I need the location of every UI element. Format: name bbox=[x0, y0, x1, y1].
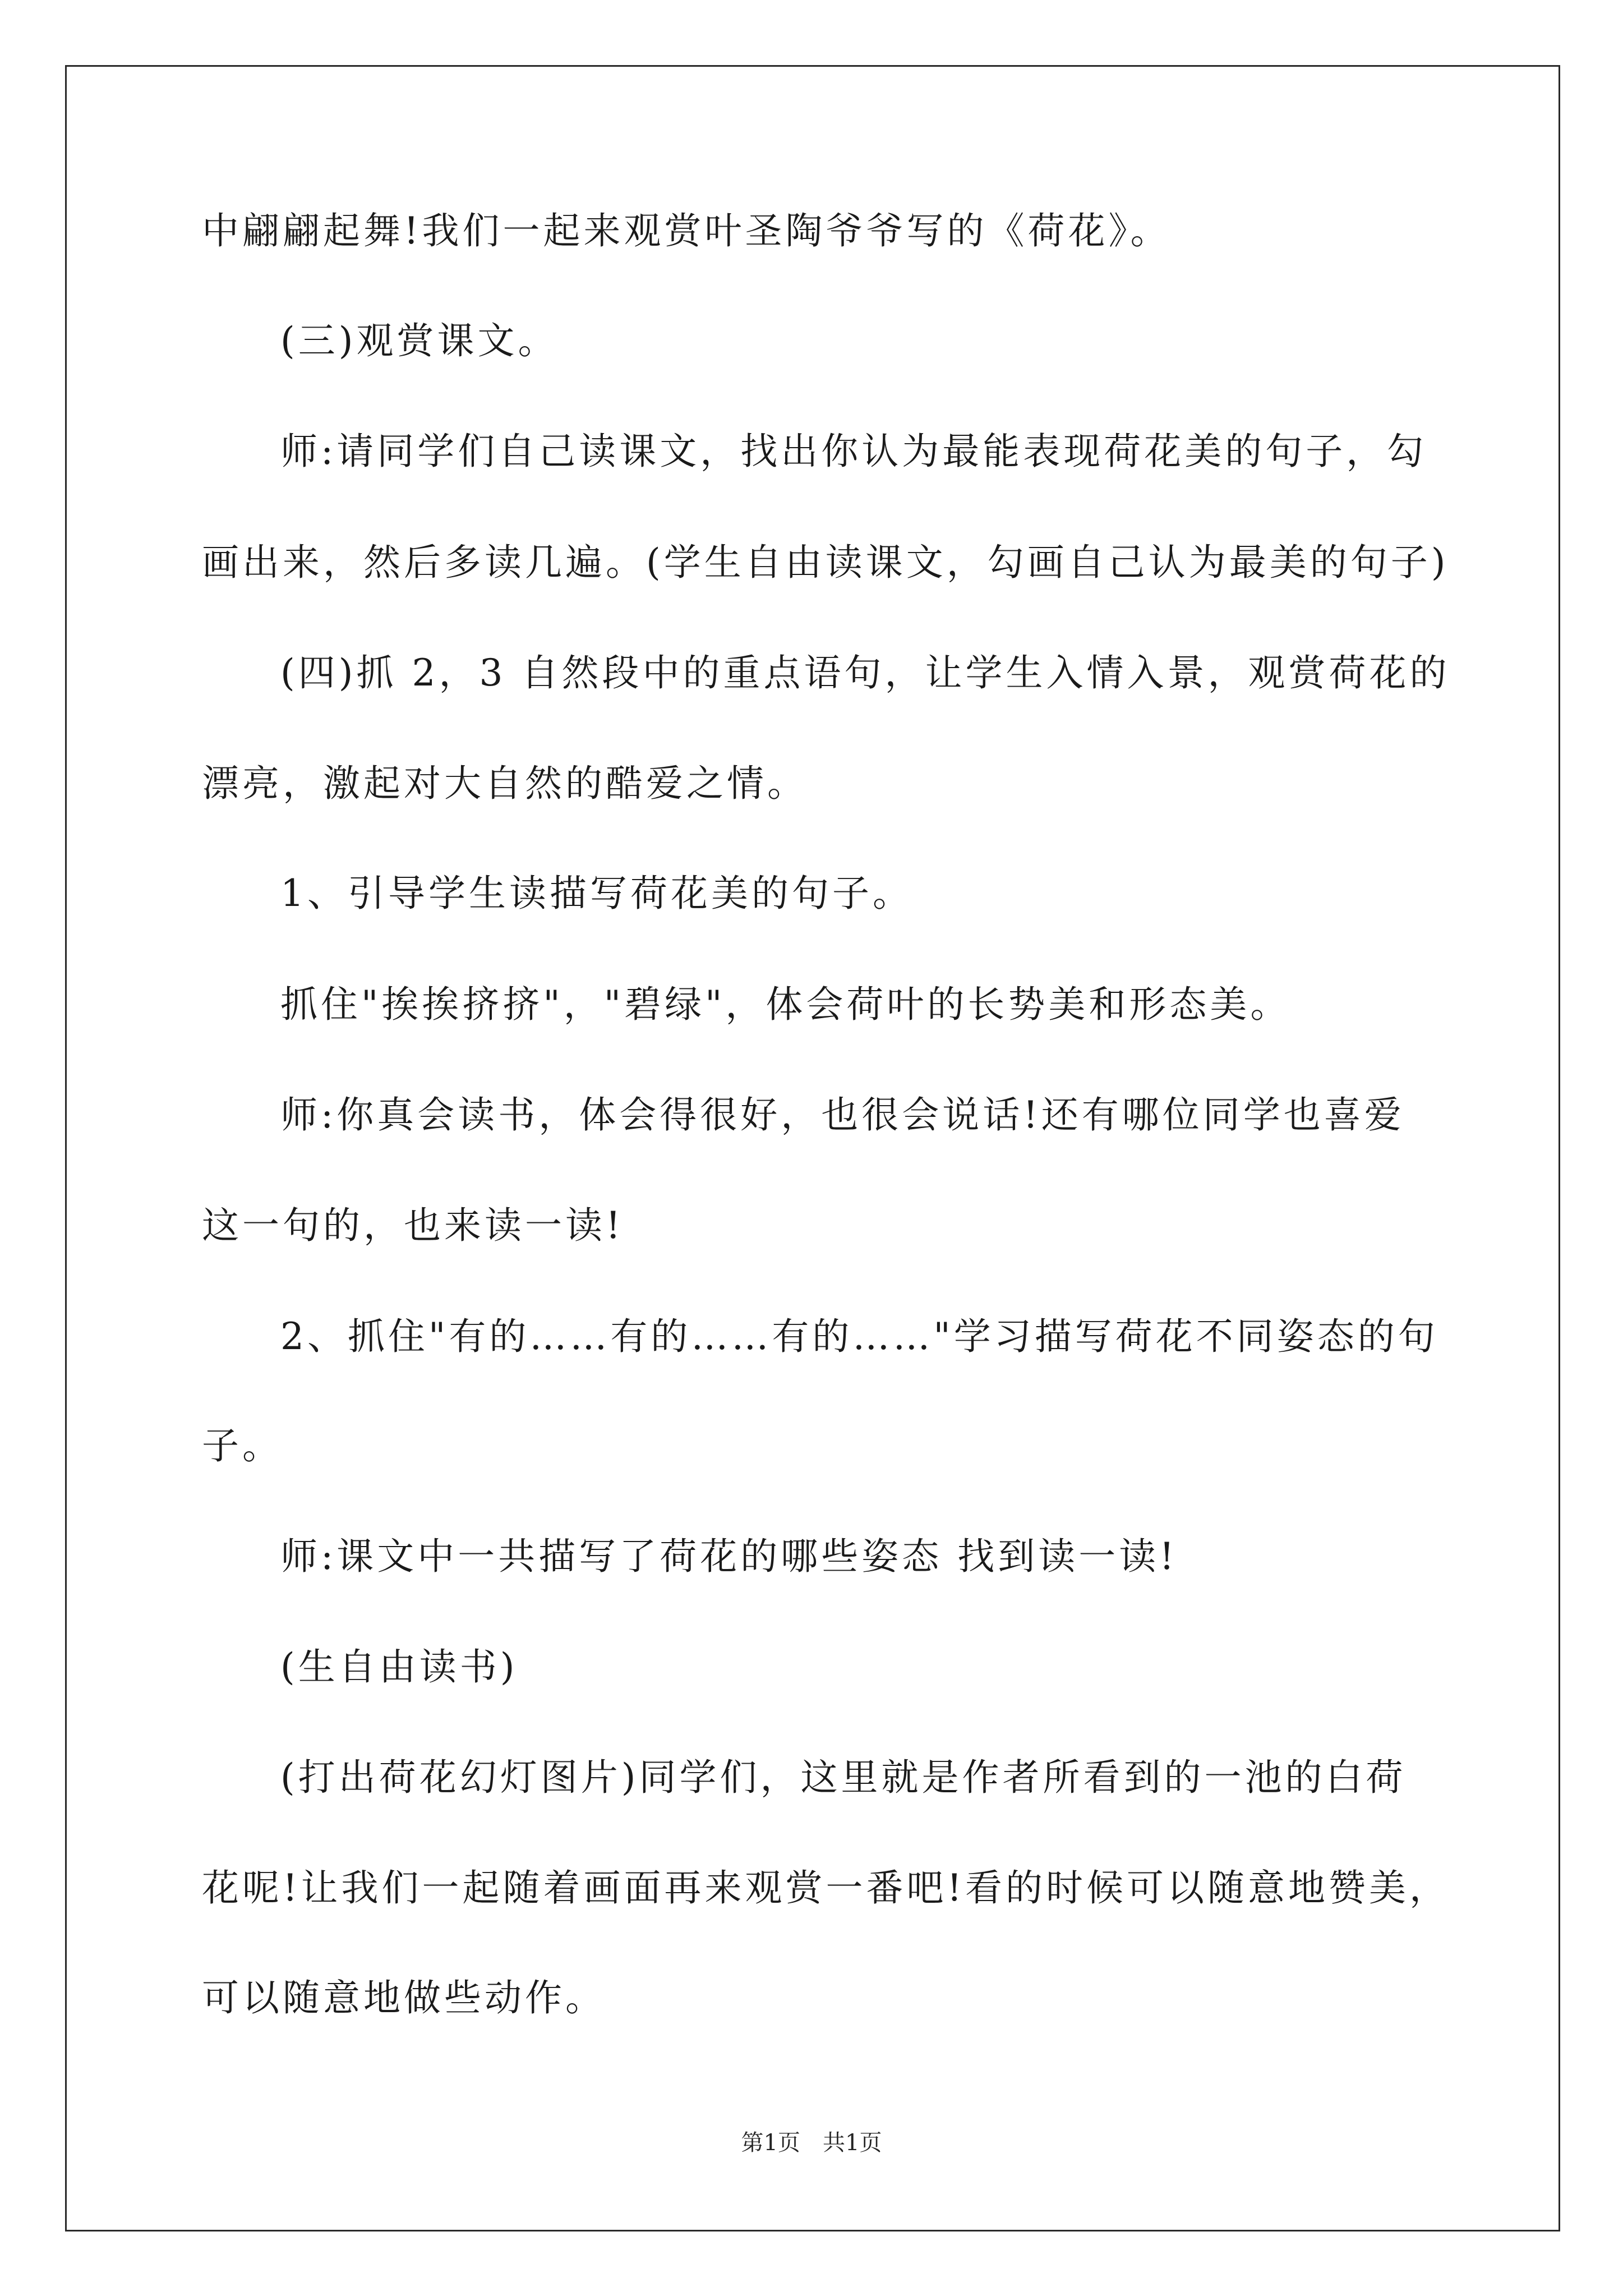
text-line: (生自由读书) bbox=[280, 1645, 518, 1688]
text-line: 师:课文中一共描写了荷花的哪些姿态 找到读一读! bbox=[280, 1535, 1178, 1578]
text-line: (三)观赏课文。 bbox=[280, 319, 559, 362]
text-line: 师:你真会读书，体会得很好，也很会说话!还有哪位同学也喜爱 bbox=[280, 1093, 1405, 1137]
text-line: (四)抓 2，3 自然段中的重点语句，让学生入情入景，观赏荷花的 bbox=[280, 651, 1450, 694]
page-number-footer: 第1页 共1页 bbox=[741, 2130, 882, 2156]
text-line: 这一句的，也来读一读! bbox=[202, 1204, 624, 1247]
text-line: 漂亮，激起对大自然的酷爱之情。 bbox=[202, 762, 808, 805]
text-line: 1、引导学生读描写荷花美的句子。 bbox=[280, 872, 913, 915]
text-line: 2、抓住"有的……有的……有的……"学习描写荷花不同姿态的句 bbox=[280, 1315, 1438, 1358]
text-line: 花呢!让我们一起随着画面再来观赏一番吧!看的时候可以随意地赞美， bbox=[202, 1866, 1450, 1910]
text-line: 画出来，然后多读几遍。(学生自由读课文，勾画自己认为最美的句子) bbox=[202, 541, 1449, 584]
text-line: 抓住"挨挨挤挤"，"碧绿"，体会荷叶的长势美和形态美。 bbox=[280, 983, 1291, 1026]
text-line: 中翩翩起舞!我们一起来观赏叶圣陶爷爷写的《荷花》。 bbox=[202, 209, 1171, 252]
text-line: 子。 bbox=[202, 1424, 283, 1467]
text-line: (打出荷花幻灯图片)同学们，这里就是作者所看到的一池的白荷 bbox=[280, 1756, 1407, 1799]
text-line: 师:请同学们自己读课文，找出你认为最能表现荷花美的句子，勾 bbox=[280, 430, 1427, 473]
text-line: 可以随意地做些动作。 bbox=[202, 1976, 606, 2019]
